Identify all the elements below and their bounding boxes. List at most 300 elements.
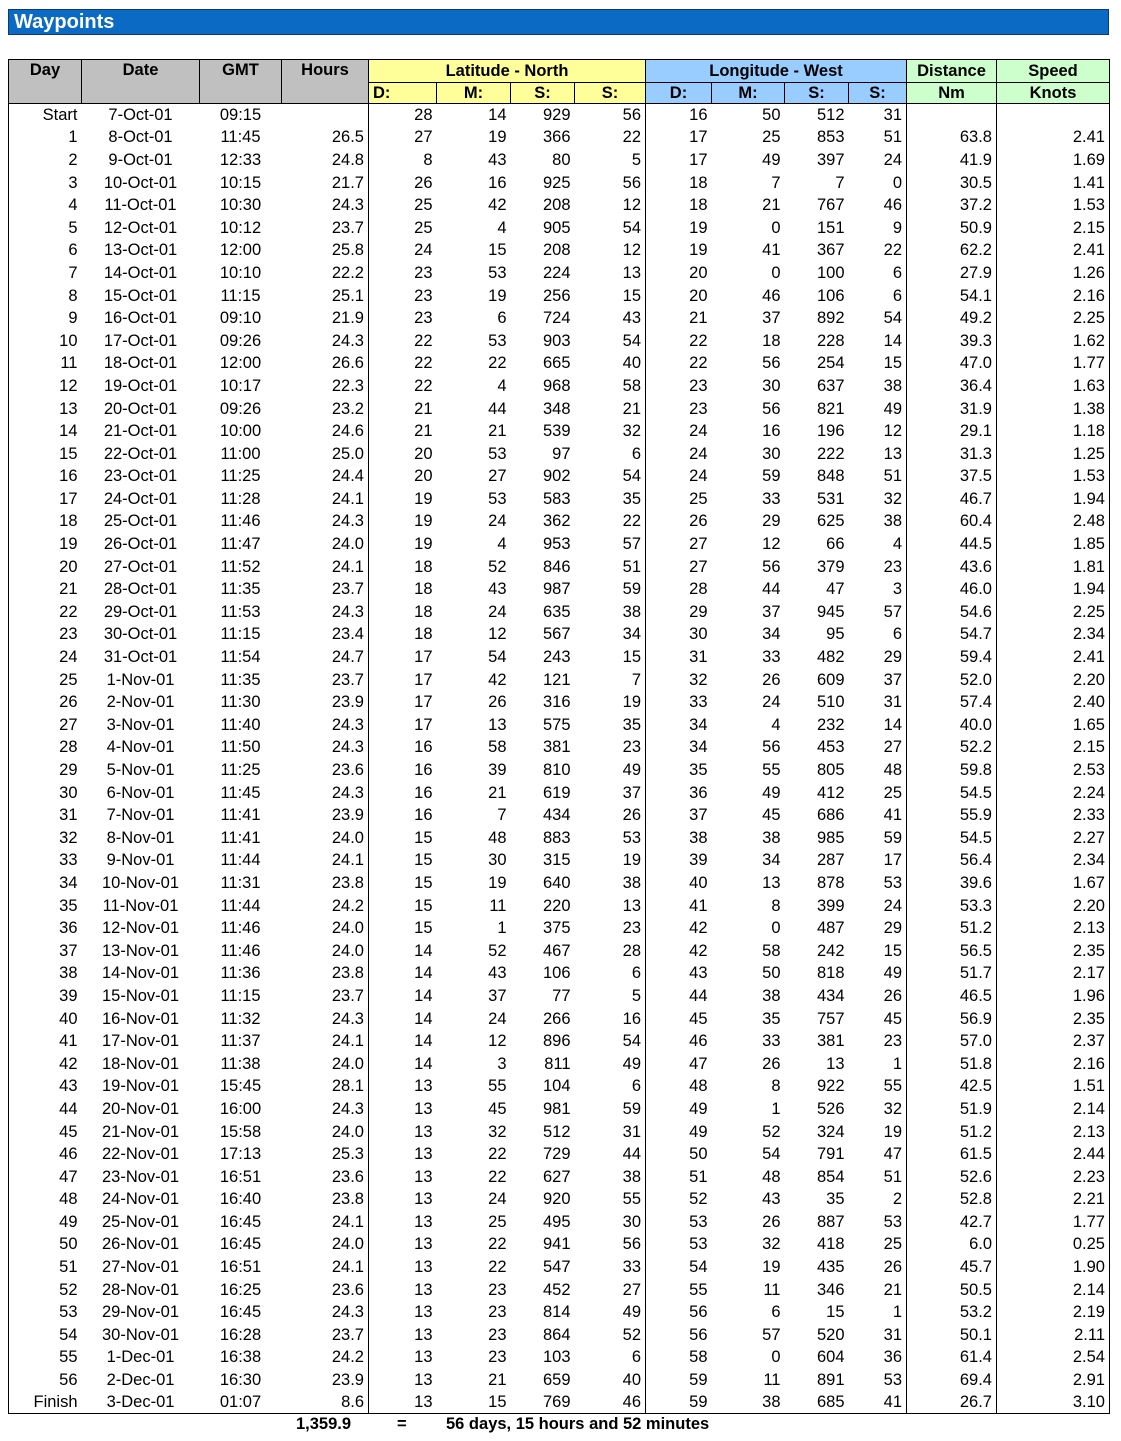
cell-date: 7-Nov-01	[106, 806, 175, 825]
cell-hours: 24.1	[282, 1256, 369, 1279]
cell-date: 26-Nov-01	[101, 1235, 180, 1254]
cell-lon-min: 0	[771, 218, 781, 237]
cell-gmt: 09:10	[219, 309, 262, 328]
cell-lon-min: 11	[763, 1280, 781, 1299]
table-row	[9, 917, 1110, 940]
cell-distance: 51.9	[907, 1098, 997, 1121]
cell-day: 54	[9, 1324, 82, 1347]
cell-hours: 24.3	[282, 194, 369, 217]
cell-hours: 23.8	[282, 962, 369, 985]
header-lat-sec: S:	[511, 83, 575, 104]
cell-lat-sec: 256	[542, 286, 571, 305]
cell-lon-min: 56	[762, 557, 781, 576]
cell-lat-sec2: 56	[575, 104, 646, 127]
cell-lon-sec2: 19	[849, 1120, 907, 1143]
cell-lat-sec: 575	[542, 715, 571, 734]
cell-lon-min: 38	[762, 986, 781, 1005]
cell-lon-sec: 531	[816, 489, 845, 508]
cell-distance: 56.5	[907, 939, 997, 962]
cell-lon-sec2: 41	[849, 1391, 907, 1414]
cell-distance: 69.4	[907, 1369, 997, 1392]
cell-lon-deg: 31	[689, 648, 708, 667]
cell-lat-min: 54	[488, 648, 507, 667]
cell-day: 40	[9, 1007, 82, 1030]
header-lon-deg: D:	[646, 83, 712, 104]
cell-lat-sec: 362	[542, 512, 571, 531]
table-row	[9, 1233, 1110, 1256]
cell-lat-deg: 15	[414, 828, 433, 847]
table-row	[9, 759, 1110, 782]
cell-day: 38	[9, 962, 82, 985]
cell-gmt: 11:15	[220, 986, 261, 1005]
cell-lon-deg: 34	[689, 738, 708, 757]
cell-lon-sec2: 2	[849, 1188, 907, 1211]
cell-lat-min: 22	[488, 1235, 507, 1254]
table-row	[9, 1098, 1110, 1121]
cell-distance: 52.6	[907, 1165, 997, 1188]
cell-speed: 2.24	[997, 781, 1110, 804]
cell-hours	[282, 104, 369, 127]
cell-lat-deg: 15	[414, 896, 433, 915]
cell-lon-deg: 52	[689, 1190, 708, 1209]
cell-day: 39	[9, 985, 82, 1008]
cell-day: Start	[9, 104, 82, 127]
cell-distance: 50.1	[907, 1324, 997, 1347]
cell-speed: 1.62	[997, 329, 1110, 352]
cell-lon-min: 30	[762, 376, 781, 395]
cell-lat-min: 4	[497, 535, 507, 554]
cell-lat-min: 26	[488, 693, 507, 712]
cell-day: 42	[9, 1052, 82, 1075]
cell-lat-sec2: 34	[575, 623, 646, 646]
cell-lat-sec2: 22	[575, 126, 646, 149]
cell-lat-deg: 15	[414, 919, 433, 938]
cell-hours: 26.6	[282, 352, 369, 375]
cell-lon-deg: 23	[689, 399, 708, 418]
cell-distance: 52.0	[907, 668, 997, 691]
cell-gmt: 16:38	[219, 1348, 262, 1367]
cell-lon-sec2: 26	[849, 985, 907, 1008]
cell-lat-min: 21	[488, 1371, 507, 1390]
cell-lat-sec: 769	[511, 1391, 575, 1414]
cell-lat-sec: 224	[542, 263, 571, 282]
cell-lat-min: 42	[488, 670, 507, 689]
cell-lat-sec: 981	[542, 1099, 571, 1118]
cell-lat-sec2: 59	[575, 578, 646, 601]
cell-day: 51	[9, 1256, 82, 1279]
cell-lat-deg: 19	[414, 512, 433, 531]
cell-hours: 23.8	[282, 872, 369, 895]
cell-lat-sec2: 55	[575, 1188, 646, 1211]
cell-lon-sec: 637	[816, 376, 845, 395]
cell-date: 15-Nov-01	[101, 986, 180, 1005]
table-row	[9, 555, 1110, 578]
cell-speed: 2.16	[997, 1052, 1110, 1075]
cell-day: 36	[9, 917, 82, 940]
cell-distance: 42.5	[907, 1075, 997, 1098]
cell-lat-deg: 15	[414, 851, 433, 870]
cell-lat-min: 15	[488, 241, 507, 260]
cell-date: 14-Oct-01	[103, 263, 178, 282]
cell-lon-min: 32	[762, 1235, 781, 1254]
cell-lat-min: 21	[488, 783, 507, 802]
cell-distance: 61.4	[907, 1346, 997, 1369]
cell-lon-min: 1	[771, 1099, 781, 1118]
cell-lon-deg: 59	[646, 1391, 712, 1414]
header-gmt: GMT	[200, 60, 282, 104]
cell-lon-min: 30	[762, 444, 781, 463]
cell-distance: 39.6	[907, 872, 997, 895]
cell-speed: 2.27	[997, 827, 1110, 850]
cell-lon-min: 58	[762, 941, 781, 960]
cell-lat-deg: 19	[414, 489, 433, 508]
cell-lon-min: 38	[762, 828, 781, 847]
cell-gmt: 16:51	[219, 1167, 262, 1186]
cell-lat-sec: 121	[542, 670, 571, 689]
cell-date: 31-Oct-01	[103, 648, 178, 667]
cell-date: 11-Nov-01	[102, 896, 179, 915]
cell-lat-min: 14	[488, 106, 507, 125]
cell-distance: 49.2	[907, 307, 997, 330]
cell-hours: 25.1	[282, 284, 369, 307]
cell-lat-sec2: 5	[575, 985, 646, 1008]
cell-speed: 2.25	[997, 601, 1110, 624]
cell-lon-sec2: 6	[849, 623, 907, 646]
cell-lon-min: 11	[763, 1371, 781, 1390]
cell-lat-deg: 13	[414, 1303, 433, 1322]
cell-day: 55	[9, 1346, 82, 1369]
cell-day: 26	[9, 691, 82, 714]
cell-gmt: 10:30	[219, 196, 262, 215]
cell-gmt: 11:30	[220, 693, 261, 712]
cell-gmt: 15:58	[219, 1122, 262, 1141]
cell-lon-min: 34	[762, 625, 781, 644]
cell-distance: 29.1	[907, 420, 997, 443]
cell-day: 53	[9, 1301, 82, 1324]
cell-lon-deg: 53	[689, 1212, 708, 1231]
cell-date: 23-Oct-01	[103, 467, 178, 486]
cell-lon-min: 33	[762, 1032, 781, 1051]
cell-lat-deg: 17	[414, 670, 433, 689]
cell-lon-min: 24	[762, 693, 781, 712]
cell-distance: 63.8	[907, 126, 997, 149]
cell-speed: 2.34	[997, 849, 1110, 872]
cell-lon-sec2: 37	[849, 668, 907, 691]
cell-lon-min: 35	[762, 1009, 781, 1028]
cell-lon-sec: 604	[816, 1348, 845, 1367]
cell-gmt: 11:41	[220, 806, 261, 825]
cell-hours: 23.6	[282, 1278, 369, 1301]
cell-lon-min: 29	[762, 512, 781, 531]
cell-lat-deg: 13	[414, 1348, 433, 1367]
cell-hours: 24.0	[282, 939, 369, 962]
table-row	[9, 985, 1110, 1008]
cell-lat-sec2: 53	[575, 827, 646, 850]
cell-lat-sec: 640	[542, 873, 571, 892]
cell-lon-sec: 7	[835, 173, 845, 192]
table-row	[9, 465, 1110, 488]
cell-gmt: 16:45	[219, 1235, 262, 1254]
cell-lon-sec2: 31	[849, 104, 907, 127]
cell-hours: 24.3	[282, 736, 369, 759]
cell-speed: 2.21	[997, 1188, 1110, 1211]
table-row	[9, 691, 1110, 714]
cell-lon-sec: 106	[816, 286, 845, 305]
cell-distance: 54.5	[907, 827, 997, 850]
table-row	[9, 1324, 1110, 1347]
cell-lat-sec2: 44	[575, 1143, 646, 1166]
table-row	[9, 194, 1110, 217]
table-row	[9, 1369, 1110, 1392]
cell-lat-sec: 375	[542, 919, 571, 938]
cell-lat-sec2: 35	[575, 488, 646, 511]
cell-lon-sec: 922	[816, 1077, 845, 1096]
cell-lat-min: 37	[488, 986, 507, 1005]
cell-gmt: 01:07	[200, 1391, 282, 1414]
cell-lat-min: 53	[488, 444, 507, 463]
cell-lat-sec: 902	[542, 467, 571, 486]
cell-lon-sec: 95	[826, 625, 845, 644]
cell-lon-min: 0	[771, 263, 781, 282]
table-row	[9, 578, 1110, 601]
cell-lon-deg: 18	[689, 173, 708, 192]
cell-lat-sec2: 59	[575, 1098, 646, 1121]
cell-lat-deg: 25	[414, 196, 433, 215]
cell-hours: 23.9	[282, 804, 369, 827]
cell-distance: 6.0	[907, 1233, 997, 1256]
table-row	[9, 149, 1110, 172]
cell-lat-deg: 18	[414, 625, 433, 644]
cell-lat-min: 43	[488, 150, 507, 169]
cell-hours: 23.7	[282, 1324, 369, 1347]
cell-gmt: 16:45	[219, 1303, 262, 1322]
cell-lon-sec2: 25	[849, 1233, 907, 1256]
cell-lon-sec: 945	[816, 602, 845, 621]
cell-lat-deg: 27	[414, 128, 433, 147]
cell-lon-sec: 853	[816, 128, 845, 147]
cell-speed: 1.94	[997, 578, 1110, 601]
cell-lon-sec: 435	[816, 1258, 845, 1277]
cell-gmt: 11:38	[220, 1054, 261, 1073]
cell-lat-min: 3	[497, 1054, 507, 1073]
cell-date: 13-Oct-01	[103, 241, 178, 260]
cell-gmt: 15:45	[219, 1077, 262, 1096]
cell-lat-deg: 18	[414, 557, 433, 576]
cell-gmt: 11:45	[220, 783, 261, 802]
cell-lon-min: 59	[762, 467, 781, 486]
cell-lon-sec: 254	[816, 354, 845, 373]
cell-gmt: 11:37	[220, 1032, 261, 1051]
cell-lon-deg: 42	[689, 919, 708, 938]
cell-date: 22-Oct-01	[103, 444, 178, 463]
cell-speed: 1.67	[997, 872, 1110, 895]
cell-lat-sec: 635	[542, 602, 571, 621]
cell-lon-sec2: 53	[849, 872, 907, 895]
cell-speed: 2.13	[997, 917, 1110, 940]
cell-lon-min: 56	[762, 738, 781, 757]
cell-gmt: 11:00	[220, 444, 261, 463]
cell-hours: 24.3	[282, 714, 369, 737]
cell-distance: 53.2	[907, 1301, 997, 1324]
cell-lat-deg: 14	[414, 941, 433, 960]
cell-lon-deg: 51	[689, 1167, 708, 1186]
table-row	[9, 849, 1110, 872]
cell-lat-sec2: 49	[575, 1052, 646, 1075]
cell-lat-sec: 467	[542, 941, 571, 960]
cell-day: 49	[9, 1211, 82, 1234]
total-hours: 1,359.9	[296, 1415, 352, 1433]
cell-date: 3-Nov-01	[106, 715, 175, 734]
cell-lon-sec2: 25	[849, 781, 907, 804]
cell-lat-sec2: 15	[575, 284, 646, 307]
cell-lat-min: 32	[488, 1122, 507, 1141]
cell-lon-sec2: 24	[849, 894, 907, 917]
cell-lon-min: 19	[762, 1258, 781, 1277]
cell-day: 19	[9, 533, 82, 556]
cell-lon-sec: 151	[816, 218, 845, 237]
cell-day: 30	[9, 781, 82, 804]
cell-lon-sec2: 12	[849, 420, 907, 443]
cell-day: 33	[9, 849, 82, 872]
table-row	[9, 1007, 1110, 1030]
cell-lon-deg: 27	[689, 535, 708, 554]
cell-lon-sec2: 14	[849, 714, 907, 737]
table-row	[9, 714, 1110, 737]
cell-distance: 52.2	[907, 736, 997, 759]
cell-lat-sec: 953	[542, 535, 571, 554]
cell-lat-deg: 17	[414, 715, 433, 734]
cell-hours: 22.3	[282, 375, 369, 398]
table-row	[9, 488, 1110, 511]
cell-lat-min: 43	[488, 580, 507, 599]
cell-lat-min: 52	[488, 941, 507, 960]
table-row	[9, 533, 1110, 556]
cell-hours: 21.9	[282, 307, 369, 330]
cell-date: 12-Oct-01	[103, 218, 178, 237]
cell-lon-deg: 27	[689, 557, 708, 576]
cell-gmt: 11:15	[220, 625, 261, 644]
cell-hours: 24.0	[282, 533, 369, 556]
cell-lat-sec2: 35	[575, 714, 646, 737]
cell-speed: 1.26	[997, 262, 1110, 285]
cell-lon-deg: 35	[689, 761, 708, 780]
cell-lat-min: 58	[488, 738, 507, 757]
cell-lat-min: 19	[488, 873, 507, 892]
cell-lat-sec: 883	[542, 828, 571, 847]
cell-speed: 1.94	[997, 488, 1110, 511]
cell-speed: 1.41	[997, 171, 1110, 194]
cell-lon-sec2: 53	[849, 1369, 907, 1392]
cell-lon-sec2: 51	[849, 126, 907, 149]
cell-hours: 24.8	[282, 149, 369, 172]
cell-lon-sec2: 29	[849, 646, 907, 669]
cell-lat-sec2: 46	[575, 1391, 646, 1414]
cell-lon-sec2: 45	[849, 1007, 907, 1030]
cell-speed: 2.41	[997, 126, 1110, 149]
cell-lat-deg: 26	[414, 173, 433, 192]
cell-lon-deg: 59	[689, 1371, 708, 1390]
cell-distance: 27.9	[907, 262, 997, 285]
cell-day: 43	[9, 1075, 82, 1098]
cell-lat-sec2: 6	[575, 1075, 646, 1098]
cell-gmt: 16:51	[219, 1258, 262, 1277]
cell-lat-min: 24	[488, 512, 507, 531]
cell-date: 19-Oct-01	[103, 376, 178, 395]
cell-lat-sec: 348	[542, 399, 571, 418]
cell-date: 8-Oct-01	[108, 128, 173, 147]
cell-lat-sec: 814	[542, 1303, 571, 1322]
cell-lat-sec: 434	[542, 806, 571, 825]
cell-lat-deg: 13	[414, 1145, 433, 1164]
cell-hours: 24.7	[282, 646, 369, 669]
header-distance: Distance	[907, 60, 997, 83]
cell-lon-deg: 26	[689, 512, 708, 531]
cell-lat-sec2: 15	[575, 646, 646, 669]
cell-day: 50	[9, 1233, 82, 1256]
cell-lat-deg: 13	[414, 1280, 433, 1299]
cell-lat-sec: 567	[542, 625, 571, 644]
cell-distance: 56.4	[907, 849, 997, 872]
cell-date: 24-Nov-01	[101, 1190, 180, 1209]
cell-lon-deg: 36	[689, 783, 708, 802]
cell-lon-min: 16	[762, 422, 781, 441]
cell-lon-deg: 17	[689, 128, 708, 147]
cell-lat-min: 21	[488, 422, 507, 441]
cell-speed: 2.13	[997, 1120, 1110, 1143]
cell-lat-deg: 13	[369, 1391, 437, 1414]
cell-lon-sec: 818	[816, 964, 845, 983]
cell-lon-deg: 41	[689, 896, 708, 915]
cell-hours: 24.3	[282, 1098, 369, 1121]
cell-lon-sec2: 32	[849, 1098, 907, 1121]
cell-date: 9-Nov-01	[106, 851, 175, 870]
cell-lon-deg: 49	[689, 1099, 708, 1118]
cell-lon-sec2: 46	[849, 194, 907, 217]
cell-lat-sec2: 43	[575, 307, 646, 330]
cell-lon-sec: 487	[816, 919, 845, 938]
cell-lat-sec2: 6	[575, 962, 646, 985]
cell-lat-deg: 13	[414, 1190, 433, 1209]
cell-speed: 2.23	[997, 1165, 1110, 1188]
header-date: Date	[82, 60, 200, 104]
cell-day: 46	[9, 1143, 82, 1166]
cell-lon-deg: 44	[689, 986, 708, 1005]
cell-distance: 26.7	[907, 1391, 997, 1414]
cell-lat-min: 13	[488, 715, 507, 734]
cell-lat-sec: 724	[542, 309, 571, 328]
cell-lon-sec2: 23	[849, 555, 907, 578]
cell-lat-min: 24	[488, 602, 507, 621]
cell-day: 31	[9, 804, 82, 827]
cell-lat-min: 43	[488, 964, 507, 983]
cell-day: 22	[9, 601, 82, 624]
cell-hours: 8.6	[282, 1391, 369, 1414]
cell-lon-deg: 24	[689, 467, 708, 486]
cell-lon-deg: 58	[689, 1348, 708, 1367]
cell-lon-deg: 38	[689, 828, 708, 847]
cell-speed: 1.85	[997, 533, 1110, 556]
cell-hours: 23.9	[282, 691, 369, 714]
cell-lat-deg: 21	[414, 422, 433, 441]
cell-lon-sec2: 31	[849, 691, 907, 714]
cell-date: 29-Nov-01	[101, 1303, 180, 1322]
cell-lon-deg: 46	[689, 1032, 708, 1051]
cell-day: 7	[9, 262, 82, 285]
cell-lat-sec: 366	[542, 128, 571, 147]
cell-lat-sec2: 13	[575, 262, 646, 285]
cell-date: 17-Oct-01	[103, 331, 178, 350]
cell-lat-min: 19	[488, 286, 507, 305]
